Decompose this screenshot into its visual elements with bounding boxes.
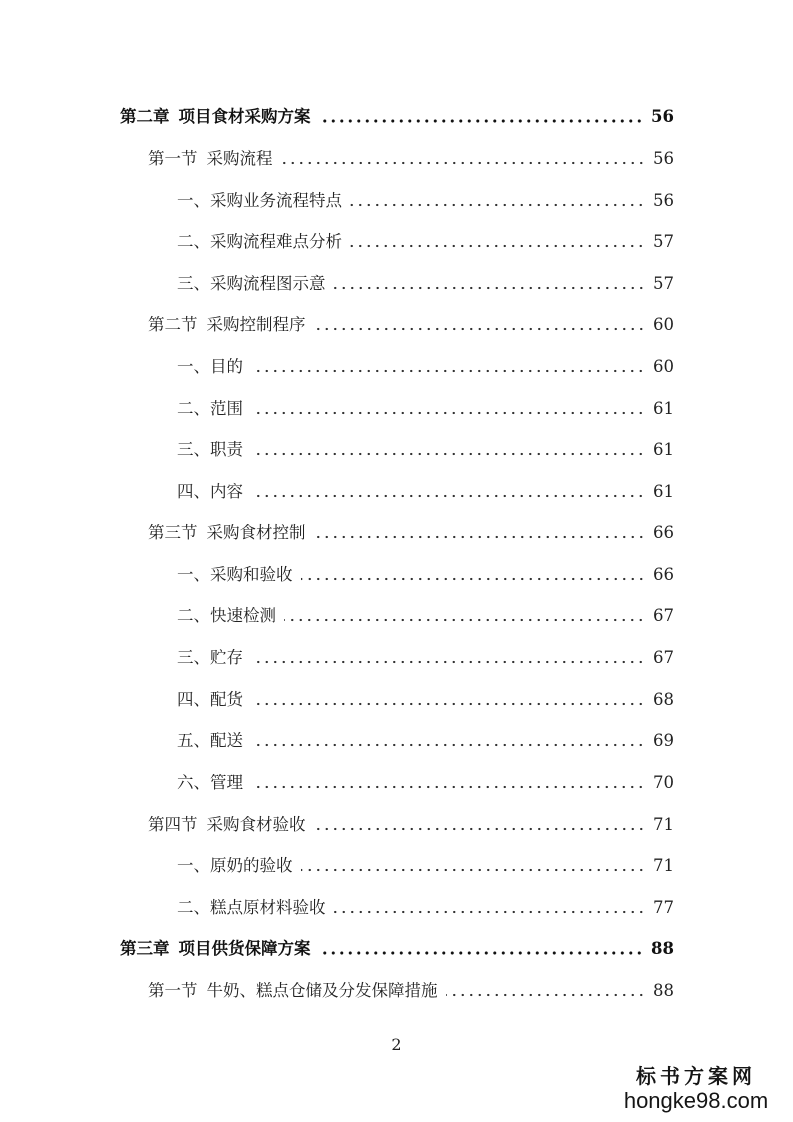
toc-entry-prefix: 二、 <box>177 399 210 418</box>
toc-entry-page: 88 <box>651 939 674 958</box>
toc-entry-prefix: 第二节 <box>148 315 198 334</box>
toc-entry-page: 57 <box>653 232 674 251</box>
toc-entry-prefix: 第一节 <box>148 981 198 1000</box>
toc-entry-title: 配货 <box>210 690 243 709</box>
toc-entry-title: 采购业务流程特点 <box>210 191 342 210</box>
toc-entry-prefix: 三、 <box>177 648 210 667</box>
toc-entry-subsection[interactable] <box>177 354 674 380</box>
toc-entry-title: 采购流程图示意 <box>210 274 326 293</box>
toc-entry-prefix: 三、 <box>177 440 210 459</box>
toc-entry-page: 67 <box>653 648 674 667</box>
dot-leader <box>319 951 644 955</box>
dot-leader <box>319 119 644 123</box>
toc-entry-title: 采购流程难点分析 <box>210 232 342 251</box>
toc-entry-section[interactable] <box>148 812 674 838</box>
toc-entry-title: 采购和验收 <box>210 565 293 584</box>
toc-entry-page: 66 <box>653 523 674 542</box>
toc-entry-title: 快速检测 <box>210 606 276 625</box>
dot-leader <box>314 827 646 831</box>
toc-entry-page: 77 <box>653 898 674 917</box>
toc-entry-title: 管理 <box>210 773 243 792</box>
toc-entry-chapter-3[interactable] <box>120 936 674 962</box>
toc-entry-title: 范围 <box>210 399 243 418</box>
toc-entry-page: 56 <box>653 149 674 168</box>
toc-entry-title: 配送 <box>210 731 243 750</box>
dot-leader <box>251 660 645 664</box>
toc-entry-section[interactable] <box>148 146 674 172</box>
toc-entry-page: 56 <box>651 107 674 126</box>
dot-leader <box>350 203 645 207</box>
toc-entry-page: 71 <box>653 856 674 875</box>
toc-entry-prefix: 第三节 <box>148 523 198 542</box>
toc-entry-title: 采购食材控制 <box>206 523 306 542</box>
toc-entry-prefix: 第四节 <box>148 815 198 834</box>
toc-entry-subsection[interactable] <box>177 437 674 463</box>
dot-leader <box>281 161 646 165</box>
toc-entry-prefix: 四、 <box>177 482 210 501</box>
toc-entry-title: 职责 <box>210 440 243 459</box>
dot-leader <box>251 785 645 789</box>
toc-entry-prefix: 一、 <box>177 565 210 584</box>
toc-entry-page: 71 <box>653 815 674 834</box>
toc-entry-prefix: 一、 <box>177 191 210 210</box>
toc-entry-prefix: 二、 <box>177 232 210 251</box>
watermark-site-name: 标书方案网 <box>636 1064 756 1088</box>
dot-leader <box>314 327 646 331</box>
toc-entry-subsection[interactable] <box>177 853 674 879</box>
toc-entry-title: 贮存 <box>210 648 243 667</box>
toc-entry-subsection[interactable] <box>177 562 674 588</box>
toc-entry-page: 61 <box>653 440 674 459</box>
dot-leader <box>251 743 645 747</box>
toc-entry-page: 60 <box>653 357 674 376</box>
toc-entry-prefix: 三、 <box>177 274 210 293</box>
toc-entry-subsection[interactable] <box>177 895 674 921</box>
toc-entry-page: 61 <box>653 482 674 501</box>
toc-entry-subsection[interactable] <box>177 271 674 297</box>
toc-entry-page: 60 <box>653 315 674 334</box>
toc-entry-page: 57 <box>653 274 674 293</box>
toc-entry-prefix: 第三章 <box>120 939 170 958</box>
toc-entry-page: 69 <box>653 731 674 750</box>
toc-entry-prefix: 一、 <box>177 357 210 376</box>
toc-entry-title: 项目供货保障方案 <box>178 939 311 958</box>
toc-entry-subsection[interactable] <box>177 728 674 754</box>
toc-entry-page: 66 <box>653 565 674 584</box>
dot-leader <box>314 535 646 539</box>
toc-entry-subsection[interactable] <box>177 603 674 629</box>
toc-entry-chapter-2[interactable] <box>120 104 674 130</box>
toc-entry-prefix: 第一节 <box>148 149 198 168</box>
dot-leader <box>251 494 645 498</box>
page-number: 2 <box>391 1035 402 1054</box>
toc-entry-subsection[interactable] <box>177 645 674 671</box>
toc-entry-subsection[interactable] <box>177 396 674 422</box>
toc-entry-page: 68 <box>653 690 674 709</box>
toc-entry-prefix: 第二章 <box>120 107 170 126</box>
toc-entry-title: 采购控制程序 <box>206 315 306 334</box>
toc-entry-title: 糕点原材料验收 <box>210 898 326 917</box>
toc-entry-title: 采购流程 <box>206 149 273 168</box>
site-watermark <box>611 1064 781 1114</box>
toc-entry-page: 61 <box>653 399 674 418</box>
toc-entry-prefix: 二、 <box>177 606 210 625</box>
dot-leader <box>284 618 645 622</box>
toc-entry-section[interactable] <box>148 312 674 338</box>
dot-leader <box>334 286 646 290</box>
dot-leader <box>301 577 646 581</box>
dot-leader <box>446 993 646 997</box>
toc-entry-page: 70 <box>653 773 674 792</box>
toc-entry-subsection[interactable] <box>177 479 674 505</box>
toc-entry-prefix: 四、 <box>177 690 210 709</box>
toc-entry-title: 牛奶、糕点仓储及分发保障措施 <box>206 981 438 1000</box>
toc-entry-subsection[interactable] <box>177 770 674 796</box>
toc-entry-section[interactable] <box>148 520 674 546</box>
dot-leader <box>251 369 645 373</box>
dot-leader <box>251 452 645 456</box>
dot-leader <box>301 868 646 872</box>
toc-entry-title: 采购食材验收 <box>206 815 306 834</box>
toc-entry-prefix: 六、 <box>177 773 210 792</box>
watermark-url: hongke98.com <box>623 1088 769 1113</box>
toc-entry-title: 原奶的验收 <box>210 856 293 875</box>
toc-entry-title: 内容 <box>210 482 243 501</box>
toc-entry-title: 项目食材采购方案 <box>178 107 311 126</box>
toc-entry-subsection[interactable] <box>177 229 674 255</box>
toc-entry-page: 67 <box>653 606 674 625</box>
toc-entry-page: 56 <box>653 191 674 210</box>
dot-leader <box>334 910 646 914</box>
toc-entry-title: 目的 <box>210 357 243 376</box>
toc-entry-page: 88 <box>653 981 674 1000</box>
dot-leader <box>251 411 645 415</box>
toc-entry-subsection[interactable] <box>177 188 674 214</box>
toc-entry-prefix: 二、 <box>177 898 210 917</box>
toc-entry-subsection[interactable] <box>177 687 674 713</box>
toc-entry-prefix: 一、 <box>177 856 210 875</box>
dot-leader <box>251 702 645 706</box>
toc-entry-section[interactable] <box>148 978 674 1004</box>
toc-entry-prefix: 五、 <box>177 731 210 750</box>
dot-leader <box>350 244 645 248</box>
